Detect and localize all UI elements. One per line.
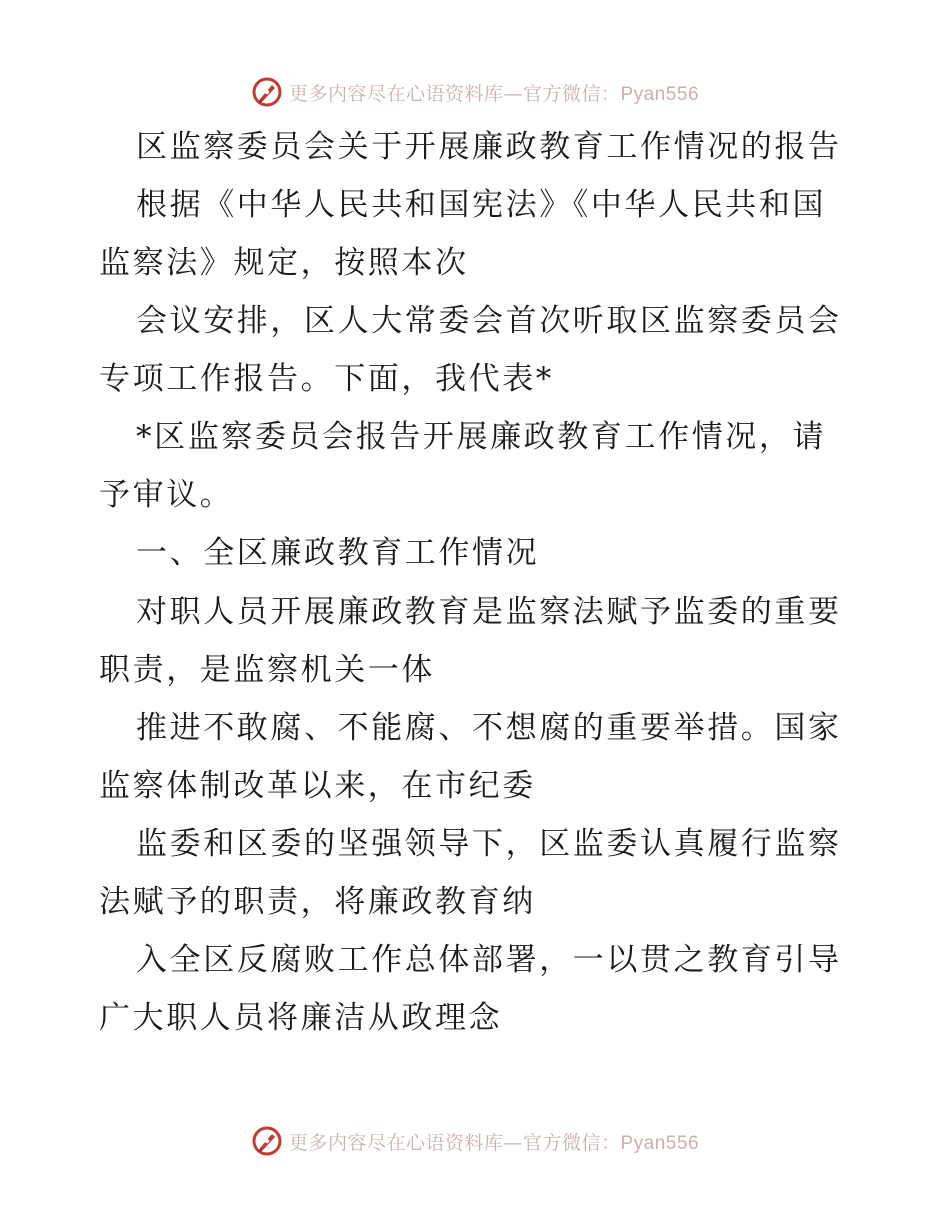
paragraph-line: 职责，是监察机关一体 bbox=[99, 652, 435, 688]
logo-icon bbox=[251, 76, 283, 108]
section-heading: 一、全区廉政教育工作情况 bbox=[136, 535, 540, 571]
paragraph-line: 监察体制改革以来，在市纪委 bbox=[99, 768, 536, 804]
paragraph-line: 监委和区委的坚强领导下，区监委认真履行监察 bbox=[136, 826, 842, 862]
banner-text: 更多内容尽在心语资料库—官方微信：Pyan556 bbox=[288, 82, 700, 105]
wechat-id: Pyan556 bbox=[620, 83, 700, 105]
logo-icon bbox=[251, 1125, 283, 1157]
document-title: 区监察委员会关于开展廉政教育工作情况的报告 bbox=[136, 129, 842, 165]
wechat-id: Pyan556 bbox=[620, 1132, 700, 1154]
paragraph-line: 会议安排，区人大常委会首次听取区监察委员会 bbox=[136, 303, 842, 339]
paragraph-line: 根据《中华人民共和国宪法》《中华人民共和国 bbox=[136, 187, 827, 223]
header-banner bbox=[0, 72, 950, 112]
paragraph-line: *区监察委员会报告开展廉政教育工作情况，请 bbox=[136, 419, 827, 455]
paragraph-line: 推进不敢腐、不能腐、不想腐的重要举措。国家 bbox=[136, 710, 842, 746]
paragraph-line: 入全区反腐败工作总体部署，一以贯之教育引导 bbox=[136, 942, 842, 978]
paragraph-line: 专项工作报告。下面，我代表* bbox=[99, 361, 554, 397]
paragraph-line: 对职人员开展廉政教育是监察法赋予监委的重要 bbox=[136, 594, 842, 630]
footer-banner bbox=[0, 1121, 950, 1161]
paragraph-line: 法赋予的职责，将廉政教育纳 bbox=[99, 884, 536, 920]
banner-text: 更多内容尽在心语资料库—官方微信：Pyan556 bbox=[288, 1131, 700, 1154]
paragraph-line: 广大职人员将廉洁从政理念 bbox=[99, 1000, 503, 1036]
paragraph-line: 监察法》规定，按照本次 bbox=[99, 245, 469, 281]
paragraph-line: 予审议。 bbox=[99, 477, 234, 513]
